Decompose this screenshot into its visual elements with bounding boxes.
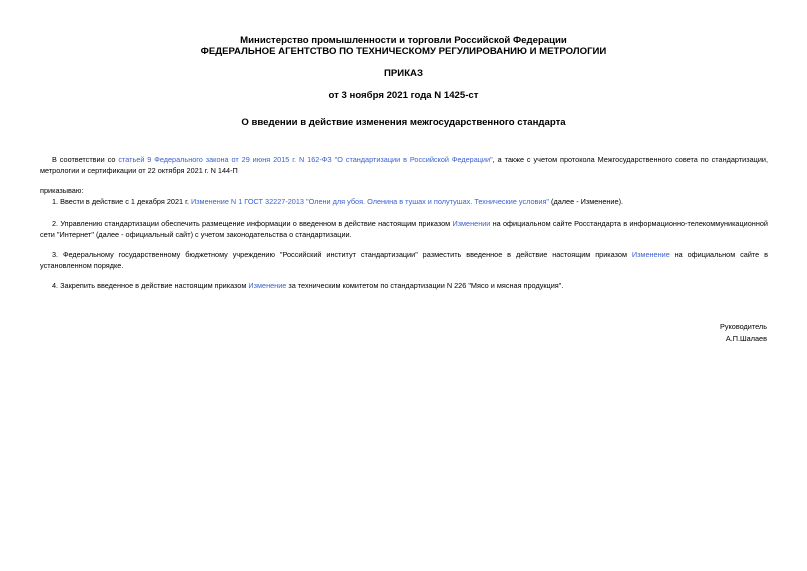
item-1-paragraph [40,196,768,207]
federal-law-link[interactable]: статьей 9 Федерального закона от 29 июня 2015 г. N 162-ФЗ "О стандартизации в Российской Федерации" [118,155,493,164]
amendment-link-2[interactable]: Изменении [452,219,491,228]
item-4-rest: за техническим комитетом по стандартизации N 226 "Мясо и мясная продукция". [286,281,564,290]
item-1-lead: 1. Ввести в действие с 1 декабря 2021 г. [52,197,191,206]
item-4-lead: 4. Закрепить введенное в действие настоящим приказом [52,281,249,290]
doc-type: ПРИКАЗ [384,68,423,79]
item-3-rest: на официальном сайте в установленном порядке. [40,250,768,270]
item-1-rest: (далее - Изменение). [549,197,624,206]
agency-name: ФЕДЕРАЛЬНОЕ АГЕНТСТВО ПО ТЕХНИЧЕСКОМУ РЕГУЛИРОВАНИЮ И МЕТРОЛОГИИ [200,46,607,57]
item-3-lead: 3. Федеральному государственному бюджетному учреждению "Российский институт стандартизации" разместить введенное в действие настоящим приказом [52,250,632,259]
amendment-gost-link[interactable]: Изменение N 1 ГОСТ 32227-2013 "Олени для убоя. Оленина в тушах и полутушах. Технические условия" [190,197,550,206]
signatory-name: А.П.Шалаев [725,334,767,343]
preamble-paragraph [40,154,768,176]
doc-date-number: от 3 ноября 2021 года N 1425-ст [328,90,479,101]
ministry-name: Министерство промышленности и торговли Российской Федерации [240,35,567,46]
item-2-paragraph [40,218,768,240]
amendment-link-4[interactable]: Изменение [248,281,287,290]
doc-title: О введении в действие изменения межгосударственного стандарта [241,117,566,128]
signatory-position: Руководитель [719,322,767,331]
item-4-paragraph [40,280,768,291]
order-word: приказываю: [40,186,84,195]
item-2-rest: на официальном сайте Росстандарта в информационно-телекоммуникационной сети "Интернет" (далее - официальный сайт) с учетом законодательства о стандартизации. [40,219,768,239]
preamble-rest: , а также с учетом протокола Межгосударственного совета по стандартизации, метрологии и сертификации от 22 октября 2021 г. N 144-П [40,155,769,175]
preamble-lead: В соответствии со [52,155,119,164]
item-3-paragraph [40,249,768,271]
amendment-link-3[interactable]: Изменение [631,250,670,259]
item-2-lead: 2. Управлению стандартизации обеспечить размещение информации о введенном в действие настоящим приказом [52,219,453,228]
